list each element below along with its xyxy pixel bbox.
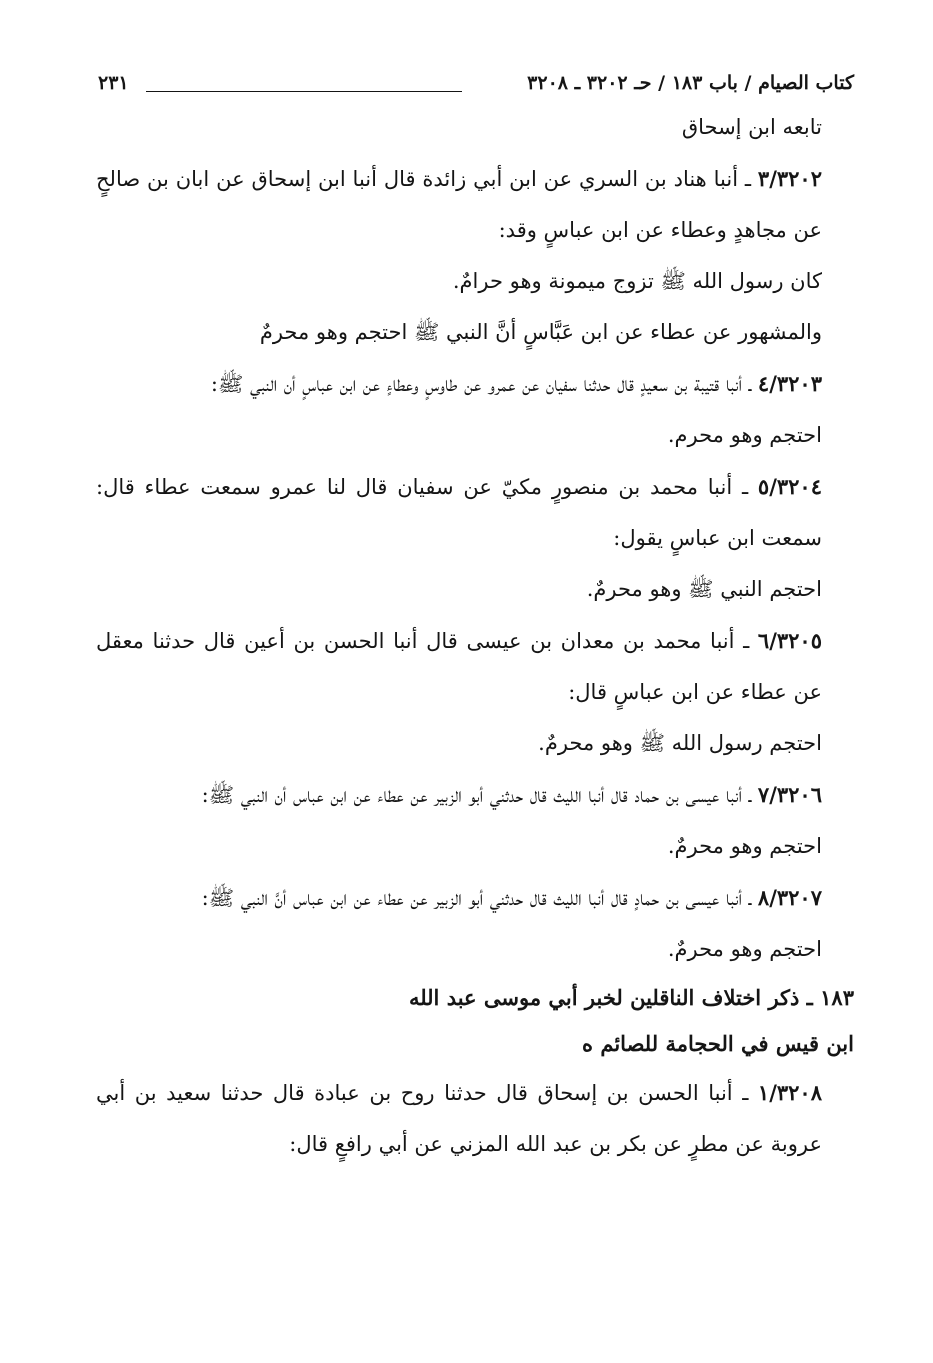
hadith-entry <box>96 1067 854 1170</box>
hadith-number: ٣/٣٢٠٢ <box>757 166 822 191</box>
chapter-heading-line-1: ١٨٣ ـ ذكر اختلاف الناقلين لخبر أبي موسى عبد الله <box>408 985 854 1010</box>
chapter-heading-line-2: ابن قيس في الحجامة للصائم ه <box>582 1031 854 1056</box>
book-page <box>96 62 854 1332</box>
hadith-entry <box>96 461 854 564</box>
page-body <box>96 102 854 1170</box>
commentary-line <box>96 307 854 358</box>
hadith-matn-text: احتجم وهو محرم. <box>667 423 822 447</box>
commentary-text: والمشهور عن عطاء عن ابن عَبَّاسٍ أنَّ النبي ﷺ احتجم وهو محرمٌ <box>259 320 822 344</box>
hadith-matn <box>96 256 854 307</box>
hadith-matn <box>96 821 854 872</box>
hadith-entry <box>96 769 854 821</box>
hadith-matn-text: احتجم وهو محرمٌ. <box>667 834 822 858</box>
running-title: كتاب الصيام / باب ١٨٣ / حـ ٣٢٠٢ ـ ٣٢٠٨ <box>527 72 854 94</box>
hadith-isnad: ـ أنبا الحسن بن إسحاق قال حدثنا روح بن عبادة قال حدثنا سعيد بن أبي عروبة عن مطرٍ عن بكر بن عبد الله المزني عن أبي رافعٍ قال: <box>96 1081 822 1156</box>
hadith-number: ٧/٣٢٠٦ <box>757 782 822 807</box>
running-header <box>96 62 854 102</box>
hadith-entry <box>96 358 854 410</box>
hadith-number: ٦/٣٢٠٥ <box>757 628 822 653</box>
hadith-number: ٤/٣٢٠٣ <box>757 371 822 396</box>
hadith-isnad: ـ أنبا هناد بن السري عن ابن أبي زائدة قال أنبا ابن إسحاق عن ابان بن صالحٍ عن مجاهدٍ وعطاء عن ابن عباسٍ وقد: <box>96 167 822 242</box>
hadith-entry <box>96 153 854 256</box>
continuation-text: تابعه ابن إسحاق <box>681 115 822 139</box>
hadith-entry <box>96 615 854 718</box>
hadith-matn <box>96 410 854 461</box>
hadith-isnad: ـ أنبا عيسى بن حماد قال أنبا الليث قال حدثني أبو الزبير عن عطاء عن ابن عباس أن النبي ﷺ: <box>201 783 758 807</box>
hadith-isnad: ـ أنبا عيسى بن حمادٍ قال أنبا الليث قال حدثني أبو الزبير عن عطاء عن ابن عباس أنَّ النبي ﷺ: <box>201 886 758 910</box>
hadith-matn-text: احتجم رسول الله ﷺ وهو محرمٌ. <box>538 731 822 755</box>
hadith-number: ٥/٣٢٠٤ <box>757 474 822 499</box>
hadith-number: ٨/٣٢٠٧ <box>757 885 822 910</box>
header-rule <box>146 91 462 92</box>
hadith-number: ١/٣٢٠٨ <box>757 1080 822 1105</box>
hadith-matn <box>96 564 854 615</box>
hadith-isnad: ـ أنبا محمد بن منصورٍ مكيّ عن سفيان قال لنا عمرو سمعت عطاء قال: سمعت ابن عباسٍ يقول: <box>96 475 822 550</box>
page-number: ٢٣١ <box>98 72 129 94</box>
hadith-matn <box>96 924 854 975</box>
hadith-isnad: ـ أنبا قتيبة بن سعيدٍ قال حدثنا سفيان عن عمرو عن طاوسٍ وعطاءٍ عن ابن عباسٍ أن النبي ﷺ: <box>210 372 758 396</box>
chapter-heading <box>96 975 854 1067</box>
hadith-matn-text: كان رسول الله ﷺ تزوج ميمونة وهو حرامٌ. <box>452 269 822 293</box>
hadith-entry <box>96 872 854 924</box>
hadith-matn <box>96 718 854 769</box>
hadith-matn-text: احتجم النبي ﷺ وهو محرمٌ. <box>586 577 822 601</box>
continuation-line <box>96 102 854 153</box>
hadith-matn-text: احتجم وهو محرمٌ. <box>667 937 822 961</box>
hadith-isnad: ـ أنبا محمد بن معدان بن عيسى قال أنبا الحسن بن أعين قال حدثنا معقل عن عطاء عن ابن عباسٍ قال: <box>96 629 822 704</box>
